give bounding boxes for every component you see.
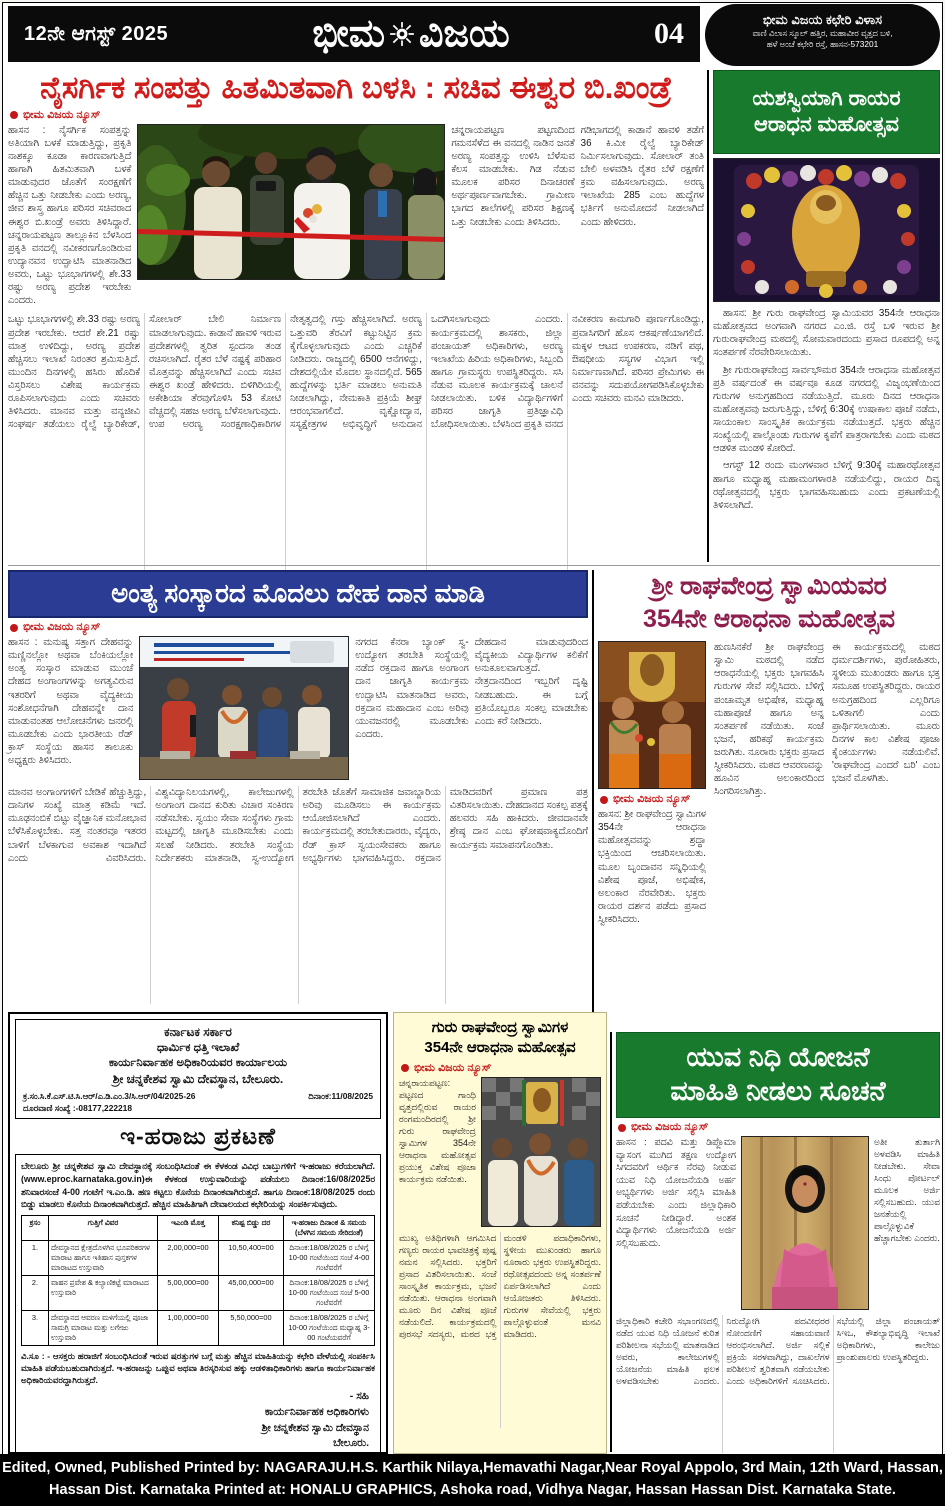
notice-office-line: ಕಾರ್ಯನಿರ್ವಾಹಕ ಅಧಿಕಾರಿಯವರ ಕಾರ್ಯಾಲಯ xyxy=(108,1057,288,1069)
donation-intro-col-2: ನಗರದ ಕೆನರಾ ಬ್ಯಾಂಕ್ ಸ್ವ-ಉದ್ಯೋಗ ತರಬೇತಿ ಸಂಸ್ಥೆಯಲ್ಲಿ ನಡೆದ ರಕ್ತದಾನ ಹಾಗೂ ಅಂಗಾಂಗ ದಾನ ಜಾಗೃತಿ ಕಾರ್ಯಕ್ರಮ ಉದ್ಘಾಟಿಸಿ ಮಾತನಾಡಿದ ಅವರು, ರಕ್ತದಾನ ಮಹಾದಾನ ಎಂಬ ಅರಿವು ಯುವಜನರಲ್ಲಿ ಮೂಡಬೇಕು ಎಂದರು. xyxy=(355,637,469,740)
notice-temple-line: ಶ್ರೀ ಚನ್ನಕೇಶವ ಸ್ವಾಮಿ ದೇವಸ್ಥಾನ, ಬೇಲೂರು. xyxy=(112,1072,284,1086)
aradhana354-col-1: ಹಾಸನ: ಶ್ರೀ ರಾಘವೇಂದ್ರ ಸ್ವಾಮಿಗಳ 354ನೇ ಆರಾಧನಾ ಮಹೋತ್ಸವವನ್ನು ಶ್ರದ್ಧಾ ಭಕ್ತಿಯಿಂದ ಆಚರಿಸಲಾಯಿತು. ಮೂಲ ಬೃಂದಾವನ ಸನ್ನಿಧಿಯಲ್ಲಿ ವಿಶೇಷ ಪೂಜೆ, ಅಭಿಷೇಕ, ಅಲಂಕಾರ ನೆರವೇರಿತು. ಭಕ್ತರು ರಾಯರ ದರ್ಶನ ಪಡೆದು ಪ್ರಸಾದ ಸ್ವೀಕರಿಸಿದರು. xyxy=(598,809,706,925)
rayara-para-2: ಶ್ರೀ ಗುರುರಾಘವೇಂದ್ರ ಸಾರ್ವಭೌಮರ 354ನೇ ಆರಾಧನಾ ಮಹೋತ್ಸವ ಪ್ರತಿ ವರ್ಷದಂತೆ ಈ ವರ್ಷವೂ ಕೂಡ ನಗರದಲ್ಲಿ ವಿಜೃಂಭಣೆಯಿಂದ ಗುರುಗಳ ಅನುಗ್ರಹದಿಂದ ನಡೆಯುತ್ತಿದೆ. ಮೂರು ದಿನದ ಆರಾಧನಾ ಮಹೋತ್ಸವವು ಜರುಗುತ್ತಿದ್ದು, ಬೆಳಿಗ್ಗೆ 6:30ಕ್ಕೆ ಉಷಾಕಾಲ ಪೂಜೆ ನಡೆದು, ಸಾಯಂಕಾಲ ಸಾಂಸ್ಕೃತಿಕ ಕಾರ್ಯಕ್ರಮ ನಡೆಯುತ್ತದೆ. ಭಕ್ತರು ಹೆಚ್ಚಿನ ಸಂಖ್ಯೆಯಲ್ಲಿ ಪಾಲ್ಗೊಂಡು ಗುರುಗಳ ಕೃಪೆಗೆ ಪಾತ್ರರಾಗಬೇಕು ಎಂದು ಮಠದ ಆಡಳಿತ ಮಂಡಳಿ ಕೋರಿದೆ. xyxy=(713,364,940,455)
notice-ref-row xyxy=(23,1091,373,1102)
awareness-event-photo xyxy=(139,636,349,780)
notice-letterhead xyxy=(15,1019,381,1119)
column-divider-1 xyxy=(707,70,709,562)
deity-photo xyxy=(713,158,940,302)
article-rayara-aradhana xyxy=(713,70,940,564)
donation-headline-box xyxy=(8,570,588,618)
official-portrait-photo xyxy=(741,1136,869,1310)
notice-ref-date: ದಿನಾಂಕ:11/08/2025 xyxy=(308,1091,373,1101)
donation-intro-col-1: ಹಾಸನ : ಮನುಷ್ಯ ಸತ್ತಾಗ ದೇಹವನ್ನು ಮಣ್ಣಿನಲ್ಲೋ ಅಥವಾ ಬೆಂಕಿಯಲ್ಲೋ ಅಂತ್ಯ ಸಂಸ್ಕಾರ ಮಾಡುವ ಮುಂಚೆ ದೇಹದ ಅಂಗಾಂಗಗಳನ್ನು ಅಗತ್ಯವಿರುವ ಇತರರಿಗೆ ಅಥವಾ ವೈದ್ಯಕೀಯ ಸಂಶೋಧನೆಗಾಗಿ ದೇಹವನ್ನೇ ದಾನ ಮಾಡುವಂತಹ ಆಲೋಚನೆಗಳು ಜನರಲ್ಲಿ ಮೂಡಬೇಕು ಎಂದು ಭಾರತೀಯ ರೆಡ್ ಕ್ರಾಸ್ ಸಂಸ್ಥೆಯ ಹಾಸನ ತಾಲೂಕು ಅಧ್ಯಕ್ಷರು ತಿಳಿಸಿದರು. xyxy=(8,637,134,767)
notice-signature: - ಸಹಿ ಕಾರ್ಯನಿರ್ವಾಹಕ ಅಧಿಕಾರಿಗಳು ಶ್ರೀ ಚನ್ನಕೇಶವ ಸ್ವಾಮಿ ದೇವಸ್ಥಾನ ಬೇಲೂರು. xyxy=(261,1390,369,1450)
eauction-title: ಇ-ಹರಾಜು ಪ್ರಕಟಣೆ xyxy=(120,1123,276,1149)
rayara-headline-line1: ಯಶಸ್ವಿಯಾಗಿ ರಾಯರ xyxy=(752,86,901,110)
page-number: 04 xyxy=(654,17,684,50)
yuvanidhi-col-1: ಹಾಸನ : ಪದವಿ ಮತ್ತು ಡಿಪ್ಲೊಮಾ ವ್ಯಾಸಂಗ ಮುಗಿದ ತಕ್ಷಣ ಉದ್ಯೋಗ ಸಿಗದವರಿಗೆ ಆರ್ಥಿಕ ನೆರವು ನೀಡುವ ಯುವ ನಿಧಿ ಯೋಜನೆಯಡಿ ಅರ್ಹ ಅಭ್ಯರ್ಥಿಗಳು ಅರ್ಜಿ ಸಲ್ಲಿಸಿ ಮಾಹಿತಿ ಪಡೆಯಬೇಕು ಎಂದು ಜಿಲ್ಲಾಧಿಕಾರಿ ಸೂಚನೆ ನೀಡಿದ್ದಾರೆ. ಅಂಶಕ ವಿದ್ಯಾರ್ಥಿಗಳು ಯೋಜನೆಯಡಿ ಅರ್ಜಿ ಸಲ್ಲಿಸಬಹುದು. xyxy=(616,1136,736,1248)
masthead-bar xyxy=(8,6,700,62)
temple-priests-photo-art xyxy=(599,642,705,788)
guru-headline-line2: 354ನೇ ಆರಾಧನಾ ಮಹೋತ್ಸವ xyxy=(424,1039,576,1057)
byline-dot-icon xyxy=(600,796,608,804)
ribbon-cutting-photo-art xyxy=(138,125,444,279)
donation-intro-col-3: ದೇಹದಾನ ಮಾಡುವುದರಿಂದ ವೈದ್ಯಕೀಯ ವಿದ್ಯಾರ್ಥಿಗಳ ಕಲಿಕೆಗೆ ಅನುಕೂಲವಾಗುತ್ತದೆ. ನೇತ್ರದಾನದಿಂದ ಇಬ್ಬರಿಗೆ ದೃಷ್ಟಿ ನೀಡಬಹುದು. ಈ ಬಗ್ಗೆ ಪ್ರತಿಯೊಬ್ಬರೂ ಸಂಕಲ್ಪ ಮಾಡಬೇಕು ಎಂದು ಕರೆ ನೀಡಿದರು. xyxy=(474,637,588,727)
edition-date: 12ನೇ ಆಗಸ್ಟ್ 2025 xyxy=(24,22,169,45)
office-title: ಭೀಮ ವಿಜಯ ಕಛೇರಿ ವಿಳಾಸ xyxy=(762,12,883,27)
yuvanidhi-headline-line1: ಯುವ ನಿಧಿ ಯೋಜನೆ xyxy=(686,1042,870,1073)
rayara-para-3: ಆಗಸ್ಟ್ 12 ರಂದು ಮಂಗಳವಾರ ಬೆಳಿಗ್ಗೆ 9:30ಕ್ಕೆ ಮಹಾರಥೋತ್ಸವ ಹಾಗೂ ಮಧ್ಯಾಹ್ನ ಮಹಾಮಂಗಳಾರತಿ ನಡೆಯಲಿದ್ದು, ರಾಯರ ದಿವ್ಯ ರಥೋತ್ಸವದಲ್ಲಿ ಭಕ್ತರು ಭಾಗವಹಿಸಬಹುದು ಎಂದು ಪ್ರಕಟಣೆಯಲ್ಲಿ ತಿಳಿಸಲಾಗಿದೆ. xyxy=(713,460,940,511)
main-body-columns: ಒಟ್ಟು ಭೂಭಾಗಗಳಲ್ಲಿ ಶೇ.33 ರಷ್ಟು ಅರಣ್ಯ ಪ್ರದೇಶ ಇರಬೇಕು. ಆದರೆ ಶೇ.21 ರಷ್ಟು ಮಾತ್ರ ಉಳಿದಿದ್ದು, ಅರಣ್ಯ ಪ್ರದೇಶ ಹೆಚ್ಚಿಸಲು ಇಲಾಖೆ ನಿರಂತರ ಶ್ರಮಿಸುತ್ತಿದೆ. ಮುಂದಿನ ದಿನಗಳಲ್ಲಿ ಹಸಿರು ಹೊದಿಕೆ ವಿಸ್ತರಿಸಲು ವಿಶೇಷ ಕಾರ್ಯಕ್ರಮ ರೂಪಿಸಲಾಗುವುದು ಎಂದು ಸಚಿವರು ತಿಳಿಸಿದರು. ಮಾನವ ಮತ್ತು ವನ್ಯಜೀವಿ ಸಂಘರ್ಷ ತಡೆಯಲು ರೈಲ್ವೆ ಬ್ಯಾರಿಕೇಡ್, ಸೋಲಾರ್ ಬೇಲಿ ನಿರ್ಮಾಣ ಮಾಡಲಾಗುವುದು. ಕಾಡಾನೆ ಹಾವಳಿ ಇರುವ ಪ್ರದೇಶಗಳಲ್ಲಿ ತ್ವರಿತ ಸ್ಪಂದನಾ ತಂಡ ರಚಿಸಲಾಗಿದೆ. ರೈತರ ಬೆಳೆ ನಷ್ಟಕ್ಕೆ ಪರಿಹಾರ ಮೊತ್ತವನ್ನು ಹೆಚ್ಚಿಸಲಾಗಿದೆ ಎಂದು ಸಚಿವ ಈಶ್ವರ ಖಂಡ್ರೆ ಹೇಳಿದರು. ಬಿಳಿಗಿರಿಯಲ್ಲಿ ಅಕೇಶಿಯಾ ತೆರವುಗೊಳಿಸಿ 53 ಕೋಟಿ ವೆಚ್ಚದಲ್ಲಿ ಸಹಜ ಅರಣ್ಯ ಬೆಳೆಸಲಾಗುವುದು. ಉಪ ಅರಣ್ಯ ಸಂರಕ್ಷಣಾಧಿಕಾರಿಗಳ ನೇತೃತ್ವದಲ್ಲಿ ಗಸ್ತು ಹೆಚ್ಚಿಸಲಾಗಿದೆ. ಅರಣ್ಯ ಒತ್ತುವರಿ ತೆರವಿಗೆ ಕಟ್ಟುನಿಟ್ಟಿನ ಕ್ರಮ ಕೈಗೊಳ್ಳಲಾಗುವುದು ಎಂದು ಎಚ್ಚರಿಕೆ ನೀಡಿದರು. ರಾಜ್ಯದಲ್ಲಿ 6500 ಆನೆಗಳಿದ್ದು, ದೇಶದಲ್ಲಿಯೇ ಮೊದಲ ಸ್ಥಾನದಲ್ಲಿದೆ. 565 ಹುದ್ದೆಗಳನ್ನು ಭರ್ತಿ ಮಾಡಲು ಅನುಮತಿ ನೀಡಲಾಗಿದ್ದು, ನೇಮಕಾತಿ ಪ್ರಕ್ರಿಯೆ ಶೀಘ್ರ ಆರಂಭವಾಗಲಿದೆ. ವೃಕ್ಷೋದ್ಯಾನ, ಸಸ್ಯಕ್ಷೇತ್ರಗಳ ಅಭಿವೃದ್ಧಿಗೆ ಅನುದಾನ ಒದಗಿಸಲಾಗುವುದು ಎಂದರು. ಕಾರ್ಯಕ್ರಮದಲ್ಲಿ ಶಾಸಕರು, ಜಿಲ್ಲಾ ಪಂಚಾಯತ್ ಅಧಿಕಾರಿಗಳು, ಅರಣ್ಯ ಇಲಾಖೆಯ ಹಿರಿಯ ಅಧಿಕಾರಿಗಳು, ಸಿಬ್ಬಂದಿ ಹಾಗೂ ಗ್ರಾಮಸ್ಥರು ಉಪಸ್ಥಿತರಿದ್ದರು. ಸಸಿ ನೆಡುವ ಮೂಲಕ ಕಾರ್ಯಕ್ರಮಕ್ಕೆ ಚಾಲನೆ ನೀಡಲಾಯಿತು. ಬಳಿಕ ವಿದ್ಯಾರ್ಥಿಗಳಿಗೆ ಪರಿಸರ ಜಾಗೃತಿ ಪ್ರತಿಜ್ಞಾವಿಧಿ ಬೋಧಿಸಲಾಯಿತು. ಬೆಳಸಿಂದ ಪ್ರಕೃತಿ ವನದ ನವೀಕರಣ ಕಾಮಗಾರಿ ಪೂರ್ಣಗೊಂಡಿದ್ದು, ಪ್ರವಾಸಿಗರಿಗೆ ಹೊಸ ಆಕರ್ಷಣೆಯಾಗಲಿದೆ. ಮಕ್ಕಳ ಆಟದ ಉಪಕರಣ, ನಡಿಗೆ ಪಥ, ಔಷಧೀಯ ಸಸ್ಯಗಳ ವಿಭಾಗ ಇಲ್ಲಿ ನಿರ್ಮಾಣವಾಗಿದೆ. ಪರಿಸರ ಪ್ರೇಮಿಗಳು ಈ ವನವನ್ನು ಸದುಪಯೋಗಪಡಿಸಿಕೊಳ್ಳಬೇಕು ಎಂದು ಸಚಿವರು ಮನವಿ ಮಾಡಿದರು. xyxy=(8,314,704,431)
aradhana354-col-2: ಹುಣಸಿನಕೆರೆ ಶ್ರೀ ರಾಘವೇಂದ್ರ ಸ್ವಾಮಿ ಮಠದಲ್ಲಿ ನಡೆದ ಆರಾಧನೆಯಲ್ಲಿ ಭಕ್ತರು ಭಾಗವಹಿಸಿ ಗುರುಗಳ ಸೇವೆ ಸಲ್ಲಿಸಿದರು. ಬೆಳಿಗ್ಗೆ ಪಂಚಾಮೃತ ಅಭಿಷೇಕ, ಮಧ್ಯಾಹ್ನ ಮಹಾಪೂಜೆ ಹಾಗೂ ಅನ್ನ ಸಂತರ್ಪಣೆ ನಡೆಯಿತು. ಸಂಜೆ ಭಜನೆ, ಹರಿಕಥೆ ಕಾರ್ಯಕ್ರಮ ಜರುಗಿತು. ನೂರಾರು ಭಕ್ತರು ಪ್ರಸಾದ ಸ್ವೀಕರಿಸಿದರು. ಮಠದ ಆವರಣವನ್ನು ಹೂವಿನ ಅಲಂಕಾರದಿಂದ ಸಿಂಗರಿಸಲಾಗಿತ್ತು. xyxy=(714,642,824,798)
byline-dot-icon xyxy=(618,1124,626,1132)
main-headline: ನೈಸರ್ಗಿಕ ಸಂಪತ್ತು ಹಿತಮಿತವಾಗಿ ಬಳಸಿ : ಸಚಿವ ಈಶ್ವರ ಬಿ.ಖಂಡ್ರೆ xyxy=(40,70,672,105)
office-address-line2: ಹಳೆ ಅಂಚೆ ಕಛೇರಿ ರಸ್ತೆ, ಹಾಸನ-573201 xyxy=(766,39,879,50)
donation-headline: ಅಂತ್ಯ ಸಂಸ್ಕಾರದ ಮೊದಲು ದೇಹ ದಾನ ಮಾಡಿ xyxy=(111,578,485,608)
guru-col-1: ಚನ್ನರಾಯಪಟ್ಟಣ: ಪಟ್ಟಣದ ಗಾಂಧಿ ವೃತ್ತದಲ್ಲಿರುವ ರಾಯರ ರಂಗಮಂದಿರದಲ್ಲಿ ಶ್ರೀ ಗುರು ರಾಘವೇಂದ್ರ ಸ್ವಾಮಿಗಳ 354ನೇ ಆರಾಧನಾ ಮಹೋತ್ಸವ ಪ್ರಯುಕ್ತ ವಿಶೇಷ ಪೂಜಾ ಕಾರ್ಯಕ್ರಮ ನಡೆಯಿತು. xyxy=(399,1077,476,1184)
article-body-donation xyxy=(8,570,588,1008)
column-divider-3 xyxy=(610,1032,612,1452)
guru-headline xyxy=(399,1018,601,1059)
imprint-footer xyxy=(0,1454,945,1506)
yuvanidhi-headline-box xyxy=(616,1032,940,1118)
awareness-event-photo-art xyxy=(140,637,348,779)
band-divider-1 xyxy=(8,565,940,566)
office-address-badge xyxy=(705,4,940,66)
notice-phone: ದೂರವಾಣಿ ಸಂಖ್ಯೆ :-08177,222218 xyxy=(23,1103,132,1113)
main-byline: ಭೀಮ ವಿಜಯ ನ್ಯೂಸ್ xyxy=(10,109,704,122)
imprint-line-2: Hassan Dist. Karnataka Printed at: HONALU GRAPHICS, Ashoka road, Vidhya Nagar, Hassan Hassan Dist. Karnataka State. xyxy=(49,1482,896,1498)
column-divider-2 xyxy=(592,570,594,1030)
donation-body-columns: ಮಾನವ ಅಂಗಾಂಗಗಳಿಗೆ ಬೇಡಿಕೆ ಹೆಚ್ಚುತ್ತಿದ್ದು, ದಾನಿಗಳ ಸಂಖ್ಯೆ ಮಾತ್ರ ಕಡಿಮೆ ಇದೆ. ಮೂಢನಂಬಿಕೆ ಬಿಟ್ಟು ವೈಜ್ಞಾನಿಕ ಮನೋಭಾವ ಬೆಳೆಸಿಕೊಳ್ಳಬೇಕು. ಸತ್ತ ನಂತರವೂ ಇತರರ ಬಾಳಿಗೆ ಬೆಳಕಾಗುವ ಅವಕಾಶ ಇದಾಗಿದೆ ಎಂದು ವಿವರಿಸಿದರು. ವಿಶ್ವವಿದ್ಯಾನಿಲಯಗಳಲ್ಲಿ, ಕಾಲೇಜುಗಳಲ್ಲಿ ಅಂಗಾಂಗ ದಾನದ ಕುರಿತು ವಿಚಾರ ಸಂಕಿರಣ ನಡೆಸಬೇಕು. ಸ್ವಯಂ ಸೇವಾ ಸಂಸ್ಥೆಗಳು ಗ್ರಾಮ ಮಟ್ಟದಲ್ಲಿ ಜಾಗೃತಿ ಮೂಡಿಸಬೇಕು ಎಂದು ಸಲಹೆ ನೀಡಿದರು. ತರಬೇತಿ ಸಂಸ್ಥೆಯ ನಿರ್ದೇಶಕರು ಮಾತನಾಡಿ, ಸ್ವ-ಉದ್ಯೋಗ ತರಬೇತಿ ಜೊತೆಗೆ ಸಾಮಾಜಿಕ ಜವಾಬ್ದಾರಿಯ ಅರಿವು ಮೂಡಿಸಲು ಈ ಕಾರ್ಯಕ್ರಮ ಆಯೋಜಿಸಲಾಗಿದೆ ಎಂದರು. ಕಾರ್ಯಕ್ರಮದಲ್ಲಿ ತರಬೇತುದಾರರು, ವೈದ್ಯರು, ರೆಡ್ ಕ್ರಾಸ್ ಸ್ವಯಂಸೇವಕರು ಹಾಗೂ ಅಭ್ಯರ್ಥಿಗಳು ಭಾಗವಹಿಸಿದ್ದರು. ರಕ್ತದಾನ ಮಾಡಿದವರಿಗೆ ಪ್ರಮಾಣ ಪತ್ರ ವಿತರಿಸಲಾಯಿತು. ದೇಹದಾನದ ಸಂಕಲ್ಪ ಪತ್ರಕ್ಕೆ ಹಲವರು ಸಹಿ ಹಾಕಿದರು. ಜೀವದಾನವೇ ಶ್ರೇಷ್ಠ ದಾನ ಎಂಬ ಘೋಷವಾಕ್ಯದೊಂದಿಗೆ ಕಾರ್ಯಕ್ರಮ ಸಮಾಪನಗೊಂಡಿತು. xyxy=(8,787,588,864)
aradhana354-byline: ಭೀಮ ವಿಜಯ ನ್ಯೂಸ್ xyxy=(600,793,706,806)
byline-dot-icon xyxy=(10,624,18,632)
notice-body-text: ಬೇಲೂರು ಶ್ರೀ ಚನ್ನಕೇಶವ ಸ್ವಾಮಿ ದೇವಸ್ಥಾನಕ್ಕೆ ಸಂಬಂಧಿಸಿದಂತೆ ಈ ಕೆಳಕಂಡ ವಿವಿಧ ಬಾಬ್ತುಗಳಿಗೆ ಇ-ಹರಾಜು ಕರೆಯಲಾಗಿದೆ. (www.eproc.karnataka.gov.in)ಈ ಕೆಳಕಂಡ ಉಸ್ತುವಾರಿಯನ್ನು ಪಡೆಯಲು ದಿನಾಂಕ:16/08/2025ರ ಶನಿವಾರಸಂಜೆ 4-00 ಗಂಟೆಗೆ ಇ.ಎಂ.ಡಿ. ಹಣ ಕಟ್ಟಲು ಕೊನೆಯ ದಿನಾಂಕವಾಗಿರುತ್ತದೆ. ಹಾಗೂ ದಿನಾಂಕ:18/08/2025 ರಂದು ಬಿಡ್ಡು ಮಾಡಲು ಕೊನೆಯ ದಿನಾಂಕವಾಗಿರುತ್ತದೆ. ಹೆಚ್ಚಿನ ಮಾಹಿತಿಗಾಗಿ ದೇವಾಲಯದ ಕಛೇರಿಯನ್ನು ಸಂಪರ್ಕಿಸುವುದು. xyxy=(21,1161,375,1210)
auction-table-row-1: 1. ದೇವಸ್ಥಾನದ ಕ್ಷೇತ್ರದೊಳಗಿನ ಭೂಪರಿಕರಗಳ ಮಾರಾಟ ಹಾಗೂ ಇತಿಹಾಸ ಪುಸ್ತಕಗಳ ಮಾರಾಟದ ಉಸ್ತುವಾರಿ 2,00,000=00 10,50,400=00 ದಿನಾಂಕ:18/08/2025 ರ ಬೆಳಿಗ್ಗೆ 10-00 ಗಂಟೆಯಿಂದ ಸಂಜೆ 4-00 ಗಂಟೆವರೆಗೆ xyxy=(22,1241,375,1276)
yuvanidhi-byline: ಭೀಮ ವಿಜಯ ನ್ಯೂಸ್ xyxy=(618,1121,940,1134)
masthead-left: ಭೀಮ xyxy=(312,13,385,55)
notice-body-box xyxy=(15,1154,381,1458)
article-natural-resources xyxy=(8,70,704,566)
eauction-notice xyxy=(8,1012,388,1454)
rayara-headline-line2: ಆರಾಧನ ಮಹೋತ್ಸವ xyxy=(754,113,899,136)
guru-body-columns: ಮುಖ್ಯ ಅತಿಥಿಗಳಾಗಿ ಆಗಮಿಸಿದ ಗಣ್ಯರು ರಾಯರ ಭಾವಚಿತ್ರಕ್ಕೆ ಪುಷ್ಪ ನಮನ ಸಲ್ಲಿಸಿದರು. ಭಕ್ತರಿಗೆ ಪ್ರಸಾದ ವಿತರಿಸಲಾಯಿತು. ಸಂಜೆ ಸಾಂಸ್ಕೃತಿಕ ಕಾರ್ಯಕ್ರಮ, ಭಜನೆ ನಡೆಯಿತು. ಆರಾಧನಾ ಅಂಗವಾಗಿ ಮೂರು ದಿನ ವಿಶೇಷ ಪೂಜೆ ನಡೆಯಲಿದೆ. ಕಾರ್ಯಕ್ರಮದಲ್ಲಿ ಪುರಸಭೆ ಸದಸ್ಯರು, ಮಠದ ಭಕ್ತ ಮಂಡಳಿ ಪದಾಧಿಕಾರಿಗಳು, ಸ್ಥಳೀಯ ಮುಖಂಡರು ಹಾಗೂ ನೂರಾರು ಭಕ್ತರು ಉಪಸ್ಥಿತರಿದ್ದರು. ರಥೋತ್ಸವದಂದು ಅನ್ನ ಸಂತರ್ಪಣೆ ಏರ್ಪಡಿಸಲಾಗಿದೆ ಎಂದು ಆಯೋಜಕರು ತಿಳಿಸಿದರು. ಗುರುಗಳ ಸೇವೆಯಲ್ಲಿ ಭಕ್ತರು ಪಾಲ್ಗೊಳ್ಳುವಂತೆ ಮನವಿ ಮಾಡಿದರು. xyxy=(399,1232,601,1339)
auction-table-header-row: ಕ್ರಸಂ ಗುತ್ತಿಗೆ ವಿವರ ಇಎಂಡಿ ಮೊತ್ತ ಕನಿಷ್ಟ ಬಿಡ್ಡು ದರ ಇ-ಹರಾಜು ದಿನಾಂಕ & ಸಮಯ (ಬೆಳಗಿನ ಸಮಯ ಸೇರಿದಂತೆ) xyxy=(22,1216,375,1241)
yuvanidhi-col-3: ಅತೀ ತುರ್ತಾಗಿ ಅಳವಡಿಸಿ ಮಾಹಿತಿ ನೀಡಬೇಕು. ಸೇವಾ ಸಿಂಧು ಪೋರ್ಟಲ್ ಮೂಲಕ ಅರ್ಜಿ ಸಲ್ಲಿಸಬಹುದು. ಯುವ ಜನತೆಯಲ್ಲಿ ಪಾಲ್ಗೊಳ್ಳುವಿಕೆ ಹೆಚ್ಚಾಗಬೇಕು ಎಂದರು. xyxy=(874,1137,940,1244)
rayara-body xyxy=(713,307,940,565)
article-guru-aradhana xyxy=(393,1012,607,1454)
sunburst-ornament-icon xyxy=(389,21,415,47)
rayara-headline-box xyxy=(713,70,940,154)
deity-photo-art xyxy=(714,159,939,301)
notice-dept: ಧಾರ್ಮಿಕ ಧತ್ತಿ ಇಲಾಖೆ xyxy=(156,1042,240,1054)
masthead-right: ವಿಜಯ xyxy=(418,13,510,55)
auction-table-row-2: 2. ವಾಹನ ಪ್ರವೇಶ & ಕಲ್ಯಾಣಿಕಟ್ಟೆ ಮಾರಾಟದ ಉಸ್ತುವಾರಿ 5,00,000=00 45,00,000=00 ದಿನಾಂಕ:18/08/2025 ರ ಬೆಳಿಗ್ಗೆ 10-00 ಗಂಟೆಯಿಂದ ಸಂಜೆ 5-00 ಗಂಟೆವರೆಗೆ xyxy=(22,1276,375,1311)
guru-byline: ಭೀಮ ವಿಜಯ ನ್ಯೂಸ್ xyxy=(401,1062,601,1075)
article-aradhana-354 xyxy=(598,570,940,1030)
aradhana354-headline xyxy=(598,570,940,635)
aradhana354-headline-line1: ಶ್ರೀ ರಾಘವೇಂದ್ರ ಸ್ವಾಮಿಯವರ xyxy=(651,572,887,600)
byline-dot-icon xyxy=(10,111,18,119)
aradhana354-col-3: ಈ ಕಾರ್ಯಕ್ರಮದಲ್ಲಿ ಮಠದ ಧರ್ಮದರ್ಶಿಗಳು, ಪುರೋಹಿತರು, ಸ್ಥಳೀಯ ಮುಖಂಡರು ಹಾಗೂ ಭಕ್ತ ಸಮೂಹ ಉಪಸ್ಥಿತರಿದ್ದರು. ರಾಯರ ಅನುಗ್ರಹದಿಂದ ಎಲ್ಲರಿಗೂ ಒಳಿತಾಗಲಿ ಎಂದು ಪ್ರಾರ್ಥಿಸಲಾಯಿತು. ಮೂರು ದಿನಗಳ ಕಾಲ ವಿಶೇಷ ಪೂಜಾ ಕೈಂಕರ್ಯಗಳು ನಡೆಯಲಿವೆ. 'ರಾಘವೇಂದ್ರ ಎಂದರೆ ಬರಿ' ಎಂಬ ಭಜನೆ ಮೊಳಗಿತು. xyxy=(832,642,940,785)
article-yuva-nidhi xyxy=(616,1032,940,1452)
guru-headline-line1: ಗುರು ರಾಘವೇಂದ್ರ ಸ್ವಾಮಿಗಳ xyxy=(431,1019,569,1036)
official-portrait-photo-art xyxy=(742,1137,868,1309)
office-address-line1: ವಾಣಿ ವಿಲಾಸ ಸ್ಕೂಲ್ ಹತ್ತಿರ, ಮಹಾವೀರ ವೃತ್ತದ ಬಳಿ, xyxy=(752,28,893,38)
main-intro-col-1: ಹಾಸನ : ನೈಸರ್ಗಿಕ ಸಂಪತ್ತನ್ನು ಅತಿಯಾಗಿ ಬಳಕೆ ಮಾಡುತ್ತಿದ್ದು, ಪ್ರಕೃತಿ ನಾಶಕ್ಕೂ ಕೂಡಾ ಕಾರಣವಾಗುತ್ತಿದೆ ಹಾಗಾಗಿ ಹಿತಮಿತವಾಗಿ ಬಳಕೆ ಮಾಡುವುದರ ಜೊತೆಗೆ ಸಂರಕ್ಷಣೆಗೆ ಹೆಚ್ಚಿನ ಒತ್ತು ನೀಡಬೇಕು ಎಂದು ಅರಣ್ಯ, ಜೀವ ಶಾಸ್ತ್ರ ಹಾಗೂ ಪರಿಸರ ಸಚಿವರಾದ ಈಶ್ವರ ಬಿ.ಖಂಡ್ರೆ ಅವರು ತಿಳಿಸಿದ್ದಾರೆ. ಚನ್ನರಾಯಪಟ್ಟಣ ತಾಲ್ಲೂಕಿನ ಬೆಳಸಿಂದ ಪ್ರಕೃತಿ ವನದಲ್ಲಿ ನವೀಕರಣಗೊಂಡಿರುವ ಉದ್ಯಾನವನ ಉದ್ಘಾಟಿಸಿ ಮಾತನಾಡಿದ ಅವರು, ಒಟ್ಟು ಭೂಭಾಗಗಳಲ್ಲಿ ಶೇ.33 ರಷ್ಟು ಅರಣ್ಯ ಪ್ರದೇಶ ಇರಬೇಕು ಎಂದರು. xyxy=(8,124,132,307)
byline-dot-icon xyxy=(401,1064,409,1072)
ribbon-cutting-photo xyxy=(137,124,445,280)
imprint-line-1: Edited, Owned, Published Printed by: NAGARAJU.H.S. Karthik Nilaya,Hemavathi Nagar,Near Royal Appolo, 3rd Main, 12th Ward, Hassan, xyxy=(2,1460,943,1477)
main-intro-col-3: ಗಡಿಭಾಗದಲ್ಲಿ ಕಾಡಾನೆ ಹಾವಳಿ ತಡೆಗೆ 36 ಕಿ.ಮೀ ರೈಲ್ವೆ ಬ್ಯಾರಿಕೇಡ್ ನಿರ್ಮಿಸಲಾಗುವುದು. ಸೋಲಾರ್ ತಂತಿ ಬೇಲಿ ಅಳವಡಿಸಿ ರೈತರ ಬೆಳೆ ರಕ್ಷಣೆಗೆ ಕ್ರಮ ವಹಿಸಲಾಗುವುದು. ಅರಣ್ಯ ಇಲಾಖೆಯ 285 ಎಂಬ ಹುದ್ದೆಗಳ ಭರ್ತಿಗೆ ಅನುಮೋದನೆ ನೀಡಲಾಗಿದೆ ಎಂದು ಹೇಳಿದರು. xyxy=(580,124,704,228)
auction-table-row-3: 3. ದೇವಸ್ಥಾನದ ಆವರಣ ಮಳಿಗೆಯಲ್ಲಿ ಪೂಜಾ ಸಾಮಗ್ರಿ ಮಾರಾಟ ಮತ್ತು ಲಗೇಜು ಉಸ್ತುವಾರಿ 1,00,000=00 5,50,000=00 ದಿನಾಂಕ:18/08/2025 ರ ಬೆಳಿಗ್ಗೆ 10-00 ಗಂಟೆಯಿಂದ ಮಧ್ಯಾಹ್ನ 3-00 ಗಂಟೆಯವರೆಗೆ xyxy=(22,1311,375,1346)
auction-table xyxy=(21,1215,375,1346)
guru-event-photo-art xyxy=(482,1078,600,1226)
notice-note: ವಿ.ಸೂ : - ಆಸಕ್ತರು ಹರಾಜಿಗೆ ಸಂಬಂಧಿಸಿದಂತೆ ಇರುವ ಷರತ್ತುಗಳ ಬಗ್ಗೆ ಮತ್ತು ಹೆಚ್ಚಿನ ಮಾಹಿತಿಯನ್ನು ಕಛೇರಿ ವೇಳೆಯಲ್ಲಿ ಸಂಪರ್ಕಿಸಿ ಮಾಹಿತಿ ಪಡೆಯಬಹುದಾಗಿರುತ್ತದೆ. ಇ-ಹರಾಜನ್ನು ಒಪ್ಪುವ ಅಥವಾ ತಿರಸ್ಕರಿಸುವ ಹಕ್ಕು ಆಡಳಿತಾಧಿಕಾರಿಗಳು ಹಾಗೂ ಕಾರ್ಯನಿರ್ವಾಹಕ ಅಧಿಕಾರಿಯವರದ್ದಾಗಿರುತ್ತದೆ. xyxy=(21,1351,375,1386)
main-intro-col-2: ಚನ್ನರಾಯಪಟ್ಟಣ ಪಟ್ಟಣದಿಂದ ಗಮನಸೆಳೆದ ಈ ವನದಲ್ಲಿ ನಾಡಿನ ಜನತೆ ಅರಣ್ಯ ಸಂಪತ್ತನ್ನು ಉಳಿಸಿ ಬೆಳೆಸುವ ಕೆಲಸ ಮಾಡಬೇಕು. ಗಿಡ ನೆಡುವ ಮೂಲಕ ಪರಿಸರ ದಿನಾಚರಣೆ ಅರ್ಥಪೂರ್ಣವಾಗಬೇಕು. ಗ್ರಾಮೀಣ ಭಾಗದ ಶಾಲೆಗಳಲ್ಲಿ ಪರಿಸರ ಶಿಕ್ಷಣಕ್ಕೆ ಒತ್ತು ನೀಡಬೇಕು ಎಂದು ತಿಳಿಸಿದರು. xyxy=(451,124,575,228)
notice-govt: ಕರ್ನಾಟಕ ಸರ್ಕಾರ xyxy=(164,1025,232,1039)
guru-event-photo xyxy=(481,1077,601,1227)
notice-ref-no: ಕ್ರ.ಸಂ.ಸಿ.ಕೆ.ಎಸ್.ಟಿ.ಸಿ.ಆರ್/ಎ.ಡಿ.ಎಂ.3/ಸಿ.ಆರ್/04/2025-26 xyxy=(23,1091,196,1101)
temple-priests-photo xyxy=(598,641,706,789)
aradhana354-col-1-wrap xyxy=(598,641,706,1009)
yuvanidhi-body-columns: ಜಿಲ್ಲಾಧಿಕಾರಿ ಕಚೇರಿ ಸಭಾಂಗಣದಲ್ಲಿ ನಡೆದ ಯುವ ನಿಧಿ ಯೋಜನೆ ಕುರಿತ ಪರಿಶೀಲನಾ ಸಭೆಯಲ್ಲಿ ಮಾತನಾಡಿದ ಅವರು, ಕಾಲೇಜುಗಳಲ್ಲಿ ಯೋಜನೆಯ ಮಾಹಿತಿ ಫಲಕ ಅಳವಡಿಸಬೇಕು ಎಂದರು. ನಿರುದ್ಯೋಗಿ ಪದವೀಧರರ ನೋಂದಣಿಗೆ ಸಹಾಯವಾಣಿ ಆರಂಭಿಸಲಾಗಿದೆ. ಅರ್ಜಿ ಸಲ್ಲಿಕೆ ಪ್ರಕ್ರಿಯೆ ಸರಳವಾಗಿದ್ದು, ದಾಖಲೆಗಳ ಪರಿಶೀಲನೆ ತ್ವರಿತವಾಗಿ ನಡೆಯಬೇಕು ಎಂದು ಅಧಿಕಾರಿಗಳಿಗೆ ಸೂಚಿಸಿದರು. ಸಭೆಯಲ್ಲಿ ಜಿಲ್ಲಾ ಪಂಚಾಯತ್ ಸಿಇಒ, ಕೌಶಲ್ಯಾಭಿವೃದ್ಧಿ ಇಲಾಖೆ ಅಧಿಕಾರಿಗಳು, ಕಾಲೇಜು ಪ್ರಾಂಶುಪಾಲರು ಉಪಸ್ಥಿತರಿದ್ದರು. xyxy=(616,1316,940,1387)
rayara-para-1: ಹಾಸನ: ಶ್ರೀ ಗುರು ರಾಘವೇಂದ್ರ ಸ್ವಾಮಿಯವರ 354ನೇ ಆರಾಧನಾ ಮಹೋತ್ಸವದ ಅಂಗವಾಗಿ ನಗರದ ಎಂ.ಜಿ. ರಸ್ತೆ ಬಳಿ ಇರುವ ಶ್ರೀ ಗುರುರಾಘವೇಂದ್ರ ಮಠದಲ್ಲಿ ಸೋಮವಾರದಂದು ಪ್ರಸಾದ ರೂಪದಲ್ಲಿ ಅನ್ನ ಸಂತರ್ಪಣೆ ನೆರವೇರಿಸಲಾಯಿತು. xyxy=(713,308,940,359)
donation-byline: ಭೀಮ ವಿಜಯ ನ್ಯೂಸ್ xyxy=(10,621,588,634)
masthead-title xyxy=(312,12,509,56)
aradhana354-headline-line2: 354ನೇ ಆರಾಧನಾ ಮಹೋತ್ಸವ xyxy=(642,604,896,633)
yuvanidhi-headline-line2: ಮಾಹಿತಿ ನೀಡಲು ಸೂಚನೆ xyxy=(670,1076,886,1106)
